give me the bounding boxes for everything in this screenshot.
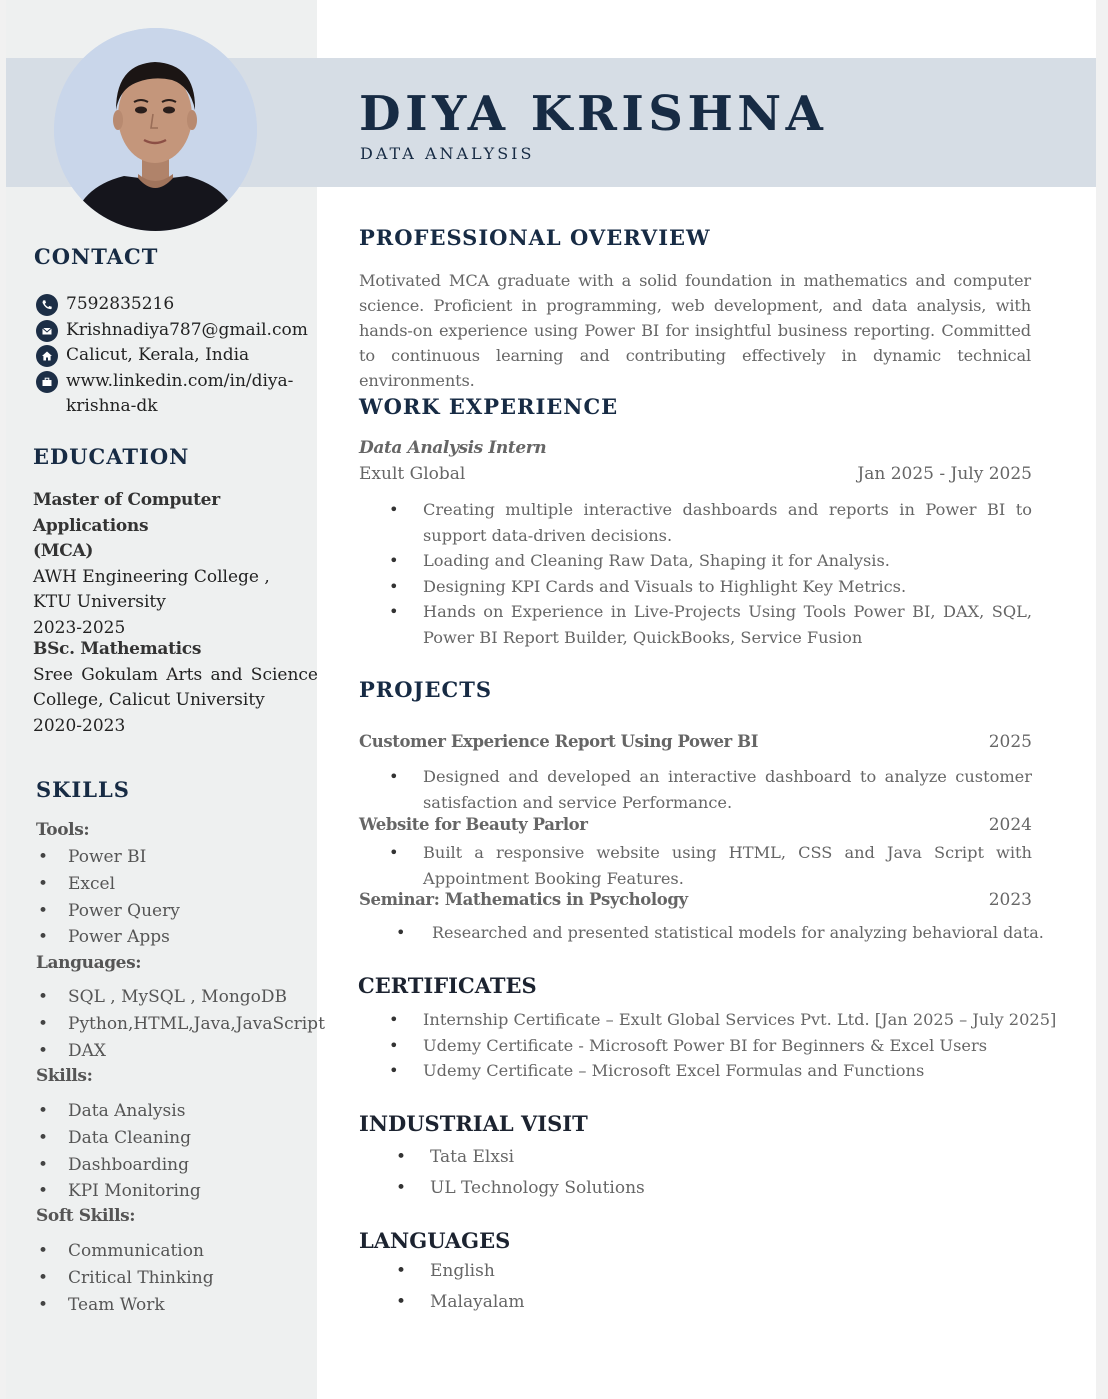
skill-list <box>36 844 180 951</box>
overview-heading: PROFESSIONAL OVERVIEW <box>359 225 711 250</box>
profile-photo <box>54 28 257 231</box>
skill-item: • Communication <box>36 1238 214 1265</box>
language-item: • English <box>396 1256 525 1287</box>
overview-text: Motivated MCA graduate with a solid foundation in mathematics and computer science. Proficient in programming, web development, and data analysis, with hands-on experience using Power BI for insightful business reporting. Committed to continuous learning and contributing effectively in dynamic technical environments. <box>359 271 1031 390</box>
education-item: BSc. Mathematics Sree Gokulam Arts and Science College, Calicut University 2020-2023 <box>33 639 318 736</box>
education-item: Master of Computer Applications (MCA) AWH Engineering College , KTU University 2023-2025 <box>33 490 270 638</box>
certificate-item: • Udemy Certificate – Microsoft Excel Formulas and Functions <box>389 1058 1049 1084</box>
project-name: Customer Experience Report Using Power BI <box>359 732 759 751</box>
experience-bullet: • Creating multiple interactive dashboards and reports in Power BI to support data-driven decisions. <box>389 497 1032 548</box>
skill-list <box>36 984 325 1064</box>
education-heading: EDUCATION <box>33 444 190 469</box>
skill-item: • Data Analysis <box>36 1098 201 1125</box>
resume-page <box>6 0 1096 1399</box>
experience-bullet: • Designing KPI Cards and Visuals to Highlight Key Metrics. <box>389 574 1032 600</box>
job-title: Data Analysis Intern <box>359 438 547 458</box>
project-name: Seminar: Mathematics in Psychology <box>359 890 688 909</box>
industrial-visit-item: • UL Technology Solutions <box>396 1173 645 1204</box>
project-bullets <box>389 764 1032 815</box>
project-year: 2025 <box>988 732 1032 752</box>
contact-location: Calicut, Kerala, India <box>36 343 311 369</box>
skill-group-label: Skills: <box>36 1066 93 1086</box>
email-icon <box>36 320 58 342</box>
candidate-role: DATA ANALYSIS <box>360 144 535 163</box>
briefcase-icon <box>36 371 58 393</box>
project-year: 2023 <box>988 890 1032 910</box>
experience-bullet: • Loading and Cleaning Raw Data, Shaping it for Analysis. <box>389 548 1032 574</box>
contact-linkedin[interactable]: www.linkedin.com/in/diya- krishna-dk <box>36 369 311 420</box>
certificate-item: • Udemy Certificate - Microsoft Power BI for Beginners & Excel Users <box>389 1033 1049 1059</box>
languages-list <box>396 1256 525 1318</box>
job-company: Exult Global <box>359 464 466 484</box>
certificate-list <box>389 1007 1057 1084</box>
industrial-visit-list <box>396 1142 645 1204</box>
project-bullet: • Built a responsive website using HTML, CSS and Java Script with Appointment Booking Features. <box>389 840 1032 891</box>
phone-icon <box>36 294 58 316</box>
projects-heading: PROJECTS <box>359 677 492 702</box>
profile-photo-drawing <box>54 28 257 231</box>
skills-heading: SKILLS <box>36 777 130 802</box>
skill-group-label: Soft Skills: <box>36 1206 136 1226</box>
contact-list <box>36 292 311 420</box>
skill-item: • Team Work <box>36 1292 214 1319</box>
candidate-name: DIYA KRISHNA <box>359 86 828 142</box>
certificate-item: • Internship Certificate – Exult Global Services Pvt. Ltd. [Jan 2025 – July 2025] <box>389 1007 1049 1033</box>
skill-item: • Dashboarding <box>36 1152 201 1179</box>
skill-item: • SQL , MySQL , MongoDB <box>36 984 325 1011</box>
experience-heading: WORK EXPERIENCE <box>359 394 619 419</box>
language-item: • Malayalam <box>396 1287 525 1318</box>
skill-item: • Data Cleaning <box>36 1125 201 1152</box>
contact-phone: 7592835216 <box>36 292 311 318</box>
skill-item: • Excel <box>36 871 180 898</box>
skill-item: • Python,HTML,Java,JavaScript <box>36 1011 325 1038</box>
contact-email[interactable]: Krishnadiya787@gmail.com <box>36 318 311 344</box>
industrial-visit-heading: INDUSTRIAL VISIT <box>359 1111 588 1136</box>
skill-list <box>36 1098 201 1205</box>
job-dates: Jan 2025 - July 2025 <box>857 464 1032 484</box>
skill-item: • DAX <box>36 1038 325 1065</box>
skill-item: • Power BI <box>36 844 180 871</box>
project-year: 2024 <box>988 815 1032 835</box>
project-bullet: • Researched and presented statistical models for analyzing behavioral data. <box>396 920 1046 946</box>
experience-bullet: • Hands on Experience in Live-Projects Using Tools Power BI, DAX, SQL, Power BI Report Builder, QuickBooks, Service Fusion <box>389 599 1032 650</box>
skill-item: • KPI Monitoring <box>36 1178 201 1205</box>
skill-item: • Critical Thinking <box>36 1265 214 1292</box>
experience-bullets <box>389 497 1032 650</box>
languages-heading: LANGUAGES <box>359 1228 511 1253</box>
project-bullet: • Designed and developed an interactive dashboard to analyze customer satisfaction and service Performance. <box>389 764 1032 815</box>
home-icon <box>36 345 58 367</box>
skill-item: • Power Apps <box>36 924 180 951</box>
industrial-visit-item: • Tata Elxsi <box>396 1142 645 1173</box>
skill-group-label: Languages: <box>36 953 142 973</box>
skill-group-label: Tools: <box>36 820 90 840</box>
project-bullets <box>389 840 1032 891</box>
skill-list <box>36 1238 214 1318</box>
skill-item: • Power Query <box>36 898 180 925</box>
contact-heading: CONTACT <box>34 244 159 269</box>
certificates-heading: CERTIFICATES <box>358 973 537 998</box>
project-name: Website for Beauty Parlor <box>359 815 588 834</box>
project-bullets <box>396 920 1046 946</box>
